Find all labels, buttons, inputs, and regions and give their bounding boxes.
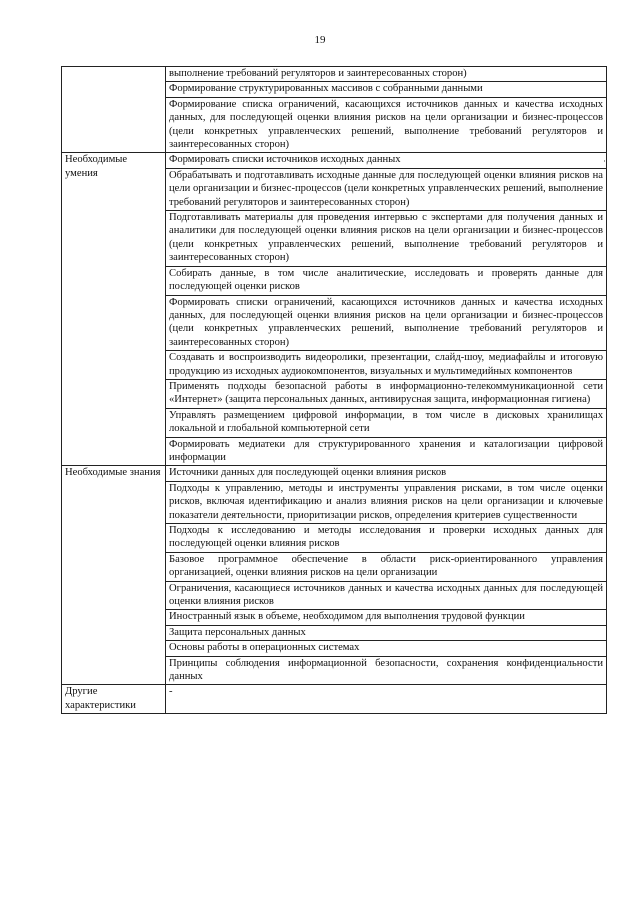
section-label [62,67,166,153]
requirement-item: выполнение требований регуляторов и заинтересованных сторон) [166,67,607,82]
scan-speck [604,160,605,162]
requirement-item: Базовое программное обеспечение в области риск-ориентированного управления организацией, оценки влияния рисков на цели организации [166,552,607,581]
requirement-item: Формировать списки источников исходных данных [166,153,607,168]
section-label: Необходимые умения [62,153,166,466]
page-number: 19 [314,34,326,46]
requirement-item: Управлять размещением цифровой информации, в том числе в дисковых хранилищах локальной и глобальной компьютерной сети [166,408,607,437]
requirement-item: Обрабатывать и подготавливать исходные данные для последующей оценки влияния рисков на цели организации и бизнес-процессов (цели конкретных управленческих решений, выполнение требований регуляторов и заинтересованных сторон) [166,168,607,210]
requirement-item: Основы работы в операционных системах [166,641,607,656]
table-row [62,67,607,82]
requirement-item: Принципы соблюдения информационной безопасности, сохранения конфиденциальности данных [166,656,607,685]
requirement-item: Создавать и воспроизводить видеоролики, презентации, слайд-шоу, медиафайлы и итоговую продукцию из исходных аудиокомпонентов, визуальных и мультимедийных компонентов [166,351,607,380]
requirements-table [61,66,607,714]
section-label: Необходимые знания [62,466,166,685]
requirement-item: Формировать списки ограничений, касающихся источников данных и качества исходных данных, для последующей оценки влияния рисков на цели организации и бизнес-процессов (цели конкретных управленческих решений, выполнение требований регуляторов и заинтересованных сторон) [166,295,607,351]
requirement-item: - [166,685,607,714]
requirement-item: Источники данных для последующей оценки влияния рисков [166,466,607,481]
requirement-item: Формирование структурированных массивов с собранными данными [166,82,607,97]
requirement-item: Подходы к исследованию и методы исследования и проверки исходных данных для последующей оценки влияния рисков [166,524,607,553]
requirement-item: Собирать данные, в том числе аналитические, исследовать и проверять данные для последующей оценки рисков [166,266,607,295]
table-row [62,685,607,714]
requirement-item: Применять подходы безопасной работы в информационно-телекоммуникационной сети «Интернет» (защита персональных данных, антивирусная защита, информационная гигиена) [166,379,607,408]
table-row [62,466,607,481]
requirement-item: Ограничения, касающиеся источников данных и качества исходных данных для последующей оценки влияния рисков [166,581,607,610]
requirement-item: Формирование списка ограничений, касающихся источников данных и качества исходных данных, для последующей оценки влияния рисков на цели организации и бизнес-процессов (цели конкретных управленческих решений, выполнение требований регуляторов и заинтересованных сторон) [166,97,607,153]
requirement-item: Формировать медиатеки для структурированного хранения и каталогизации цифровой информации [166,437,607,466]
table-row [62,153,607,168]
requirement-item: Подготавливать материалы для проведения интервью с экспертами для получения данных и аналитики для последующей оценки влияния рисков на цели организации и бизнес-процессов (цели конкретных управленческих решений, выполнение требований регуляторов и заинтересованных сторон) [166,211,607,267]
section-label: Другие характеристики [62,685,166,714]
requirement-item: Защита персональных данных [166,625,607,640]
requirement-item: Подходы к управлению, методы и инструменты управления рисками, в том числе оценки рисков, включая идентификацию и анализ влияния рисков на цели организации и ключевые показатели деятельности, приоритизации рисков, определения критериев существенности [166,481,607,523]
requirement-item: Иностранный язык в объеме, необходимом для выполнения трудовой функции [166,610,607,625]
